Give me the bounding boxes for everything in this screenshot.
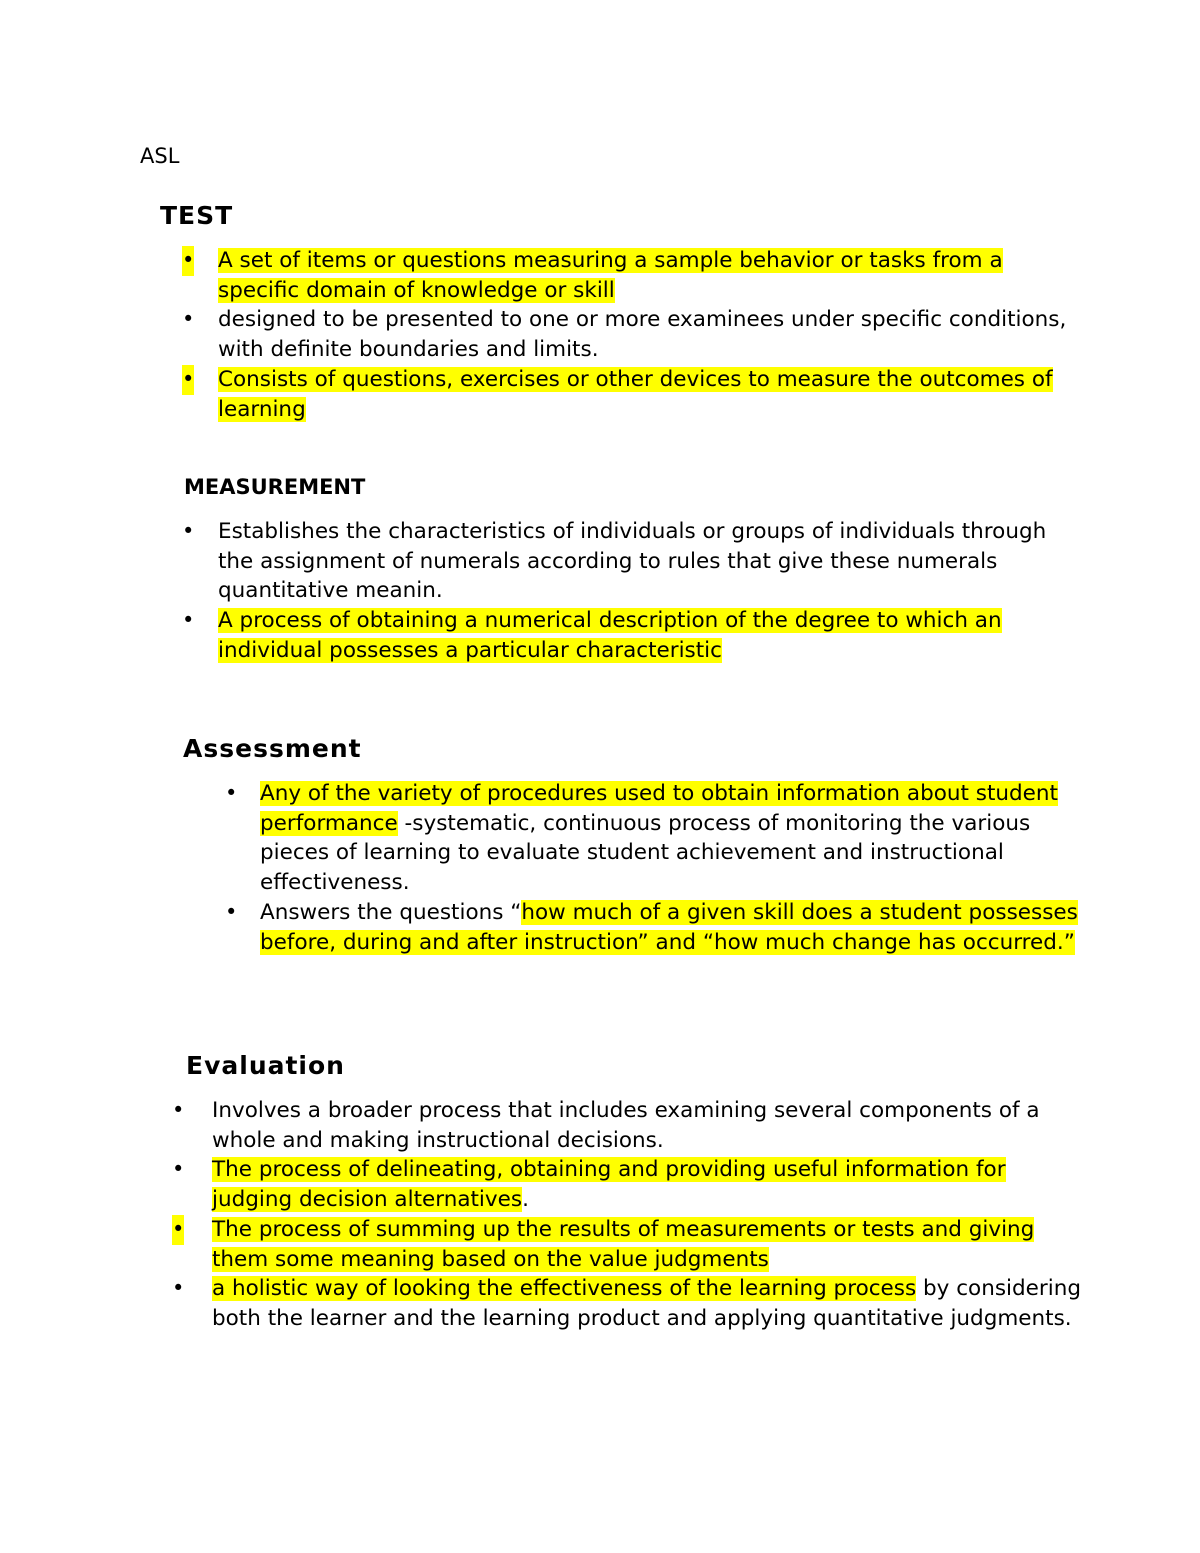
list-item-text: by considering both the learner and the learning product and applying quantitative judgments.: [212, 1276, 1081, 1331]
list-item-text: Establishes the characteristics of individuals or groups of individuals through the assignment of numerals according to rules that give these numerals quantitative meanin.: [218, 519, 1047, 604]
bullet-icon: •: [172, 1157, 185, 1182]
bullet-icon: •: [182, 365, 194, 395]
list-item-highlighted-text: a holistic way of looking the effectiveness of the learning process: [212, 1276, 917, 1302]
bullet-icon: •: [172, 1098, 185, 1122]
bullet-icon: •: [182, 246, 194, 276]
bullet-icon: •: [225, 781, 238, 805]
list-item-text: Consists of questions, exercises or other devices to measure the outcomes of learning: [218, 366, 1053, 422]
section-assessment: [183, 733, 1083, 957]
list-item: [172, 1274, 1086, 1333]
section-test: [160, 200, 1080, 424]
bullet-icon: •: [182, 519, 195, 543]
assessment-list: [183, 779, 1083, 957]
list-item-text: -systematic, continuous process of monitoring the various pieces of learning to evaluate student achievement and instructional effectiveness.: [260, 810, 1031, 896]
document-title: ASL: [140, 144, 180, 168]
heading-evaluation: Evaluation: [186, 1051, 345, 1080]
list-item-highlighted-text: how much of a given skill does a student possesses before, during and after instruction” and “how much change has occurred.”: [260, 899, 1078, 955]
list-item-highlighted-text: The process of delineating, obtaining and providing useful information for judging decision alternatives: [212, 1157, 1006, 1213]
list-item: [184, 517, 1084, 606]
list-item-text: designed to be presented to one or more examinees under specific conditions, with definite boundaries and limits.: [218, 307, 1067, 363]
list-item: [172, 1155, 1086, 1214]
list-item: [172, 1215, 1086, 1274]
list-item: [183, 779, 1083, 898]
list-item: [160, 305, 1080, 364]
heading-test: TEST: [160, 201, 234, 230]
list-item: [184, 606, 1084, 665]
list-item: [183, 898, 1083, 957]
bullet-icon: •: [172, 1276, 185, 1301]
list-item: [160, 365, 1080, 424]
bullet-icon: •: [182, 307, 195, 332]
evaluation-list: [172, 1096, 1086, 1334]
bullet-icon: •: [225, 899, 238, 924]
list-item-text: A process of obtaining a numerical description of the degree to which an individual possesses a particular characteristic: [218, 608, 1002, 663]
list-item-text: .: [522, 1187, 529, 1213]
list-item-text: A set of items or questions measuring a sample behavior or tasks from a specific domain of knowledge or skill: [218, 248, 1003, 303]
heading-assessment: Assessment: [183, 734, 362, 763]
list-item-highlighted-text: The process of summing up the results of measurements or tests and giving them some meaning based on the value judgments: [212, 1216, 1035, 1272]
list-item: [172, 1096, 1086, 1155]
heading-measurement: MEASUREMENT: [184, 475, 366, 499]
bullet-icon: •: [172, 1215, 184, 1245]
bullet-icon: •: [182, 608, 195, 633]
test-list: [160, 246, 1080, 424]
measurement-list: [184, 517, 1084, 666]
list-item-text: Involves a broader process that includes examining several components of a whole and making instructional decisions.: [212, 1098, 1040, 1153]
section-evaluation: [172, 1050, 1086, 1334]
section-measurement: [184, 473, 1084, 666]
list-item: [160, 246, 1080, 305]
list-item-highlighted-text: Any of the variety of procedures used to obtain information about student performance: [260, 781, 1058, 836]
list-item-text: Answers the questions “: [260, 899, 522, 925]
